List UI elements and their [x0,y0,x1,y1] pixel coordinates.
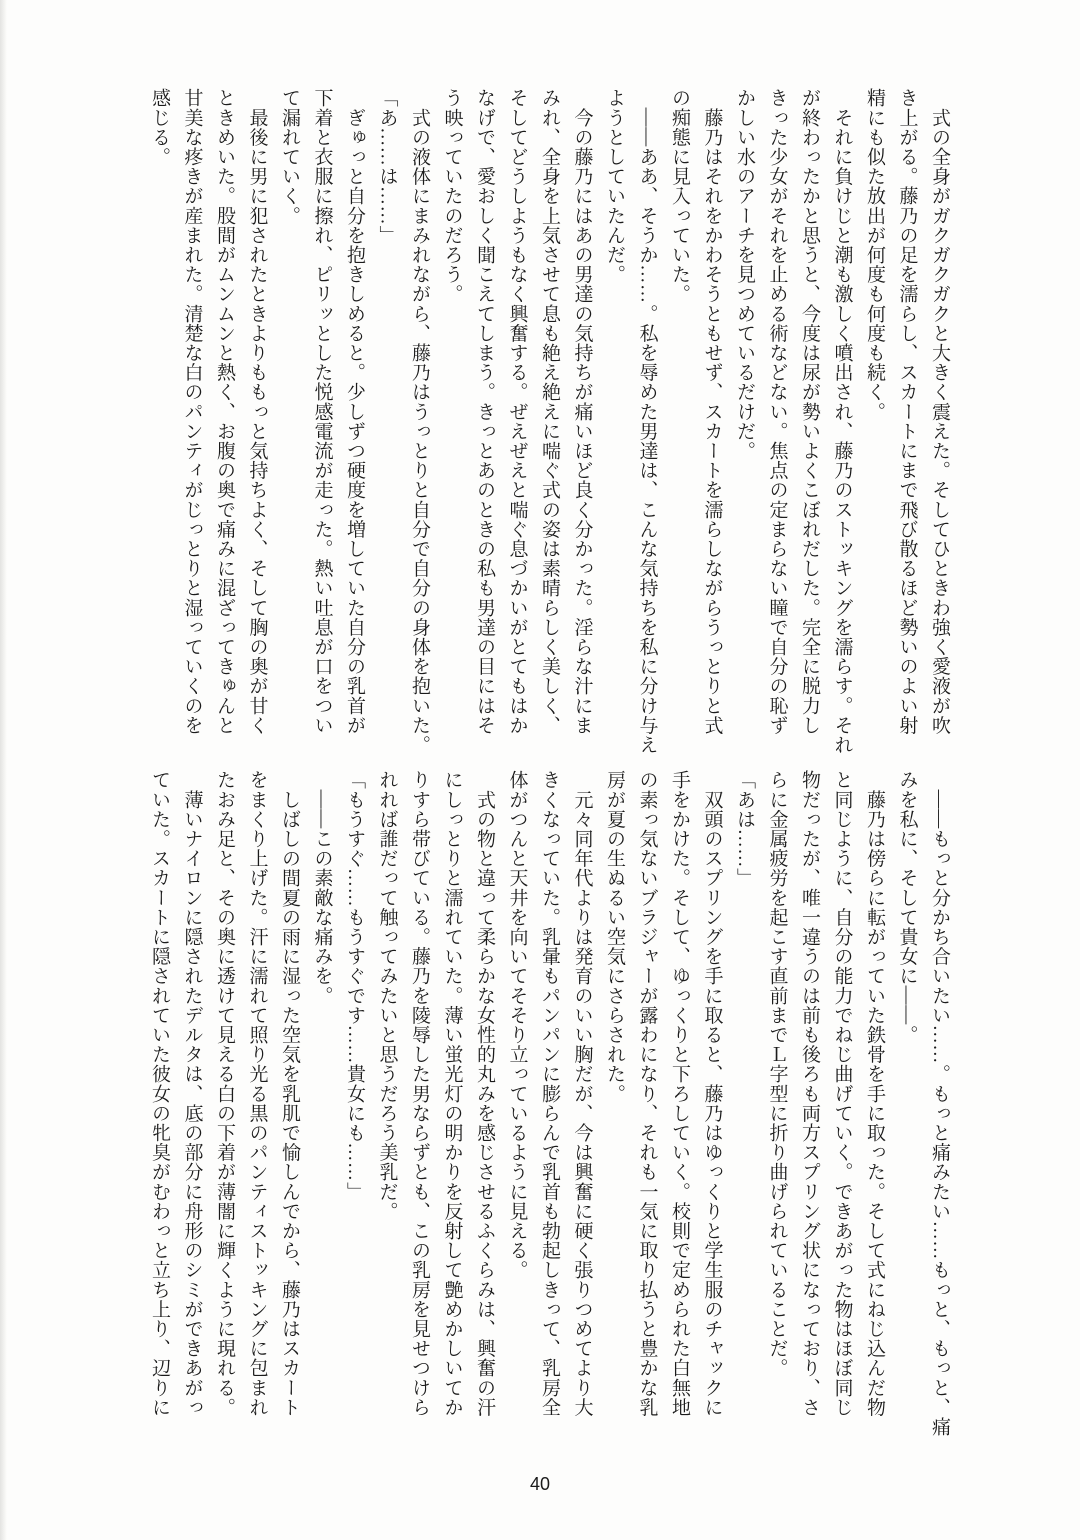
text-line: らに金属疲労を起こす直前までＬ字型に折り曲げられていることだ。 [766,770,788,1378]
text-line: 今の藤乃にはあの男達の気持ちが痛いほど良く分かった。淫らな汁にま [571,88,593,735]
text-line: 薄いナイロンに隠されたデルタは、底の部分に舟形のシミができあがっ [181,770,203,1417]
text-line: ぎゅっと自分を抱きしめると。少しずつ硬度を増していた自分の乳首が [344,88,365,735]
text-line: かしい水のアーチを見つめているだけだ。 [734,88,755,461]
text-line: ——ああ、そうか……。私を辱めた男達は、こんな気持ちを私に分け与え [636,88,658,755]
text-line: 体がつんと天井を向いてそそり立っているように見える。 [506,770,528,1280]
text-line: き上がる。藤乃の足を濡らし、スカートにまで飛び散るほど勢いのよい射 [896,88,918,735]
text-line: そしてどうしようもなく興奮する。ぜえぜえと喘ぐ息づかいがとてもはか [506,88,528,735]
text-line: 「あ……は……」 [376,88,398,245]
text-line: みを私に、そして貴女に——。 [896,770,918,1045]
text-line: 元々同年代よりは発育のいい胸だが、今は興奮に硬く張りつめてより大 [571,770,593,1417]
text-line: て漏れていく。 [279,88,300,226]
text-line: 甘美な疼きが産まれた。清楚な白のパンティがじっとりと湿っていくのを [181,88,203,735]
text-line: りすら帯びている。藤乃を陵辱した男ならずとも、この乳房を見せつけら [409,770,430,1417]
text-line: と同じように、自分の能力でねじ曲げていく。できあがった物はほぼ同じ [831,770,853,1417]
text-line: 感じる。 [149,88,170,167]
text-line: の痴態に見入っていた。 [669,88,690,304]
text-line: の素っ気ないブラジャーが露わになり、それも一気に取り払うと豊かな乳 [636,770,658,1417]
text-line: 双頭のスプリングを手に取ると、藤乃はゆっくりと学生服のチャックに [701,770,723,1417]
text-line: たおみ足と、その奥に透けて見える白の下着が薄闇に輝くように現れる。 [214,770,235,1417]
text-line: 房が夏の生ぬるい空気にさらされた。 [604,770,625,1104]
text-line: きくなっていた。乳暈もパンパンに膨らんで乳首も勃起しきって、乳房全 [539,770,560,1417]
text-line: ——もっと分かち合いたい……。もっと痛みたい……もっと、もっと、痛 [929,770,950,1437]
text-line: 最後に男に犯されたときよりももっと気持ちよく、そして胸の奥が甘く [246,88,268,735]
text-line: をまくり上げた。汗に濡れて照り光る黒のパンティストッキングに包まれ [246,770,268,1417]
text-line: 式の全身がガクガクガクと大きく震えた。そしてひときわ強く愛液が吹 [929,88,950,735]
text-line: 藤乃はそれをかわそうともせず、スカートを濡らしながらうっとりと式 [701,88,723,735]
text-line: ——この素敵な痛みを。 [311,770,333,1006]
text-line: 物だったが、唯一違うのは前も後ろも両方スプリング状になっており、さ [799,770,820,1417]
text-line: 精にも似た放出が何度も何度も続く。 [864,88,885,422]
text-line: う映っていたのだろう。 [441,88,463,304]
text-line: なげで、愛おしく聞こえてしまう。きっとあのときの私も男達の目にはそ [474,88,495,735]
text-line: みれ、全身を上気させて息も絶え絶えに喘ぐ式の姿は素晴らしく美しく、 [539,88,560,735]
text-block-bottom [143,770,956,1452]
text-line: 藤乃は傍らに転がっていた鉄骨を手に取った。そして式にねじ込んだ物 [864,770,885,1417]
text-line: 式の物と違って柔らかな女性的丸みを感じさせるふくらみは、興奮の汗 [474,770,495,1417]
text-line: しばしの間夏の雨に湿った空気を乳肌で愉しんでから、藤乃はスカート [279,770,300,1417]
text-line: 「あは……」 [734,770,755,888]
scan-edge-artifact [0,0,7,1540]
text-line: ようとしていたんだ。 [604,88,625,284]
page-number: 40 [529,1474,551,1494]
text-line: 下着と衣服に擦れ、ピリッとした悦感電流が走った。熱い吐息が口をつい [311,88,333,735]
text-line: 式の液体にまみれながら、藤乃はうっとりと自分で自分の身体を抱いた。 [409,88,430,755]
text-line: 「もうすぐ……もうすぐです……貴女にも……」 [344,770,365,1202]
text-line: それに負けじと潮も激しく噴出され、藤乃のストッキングを濡らす。それ [831,88,853,755]
text-line: が終わったかと思うと、今度は尿が勢いよくこぼれだした。完全に脱力し [799,88,820,735]
text-line: きった少女がそれを止める術などない。焦点の定まらない瞳で自分の恥ず [766,88,788,735]
text-line: 手をかけた。そして、ゆっくりと下ろしていく。校則で定められた白無地 [669,770,690,1417]
text-block-top [143,88,956,770]
text-line: ていた。スカートに隠されていた彼女の牝臭がむわっと立ち上り、辺りに [149,770,170,1417]
text-line: れれば誰だって触ってみたいと思うだろう美乳だ。 [376,770,398,1221]
text-line: にしっとりと濡れていた。薄い蛍光灯の明かりを反射して艶めかしいてか [441,770,463,1417]
text-line: ときめいた。股間がムンムンと熱く、お腹の奥で痛みに混ざってきゅんと [214,88,235,735]
